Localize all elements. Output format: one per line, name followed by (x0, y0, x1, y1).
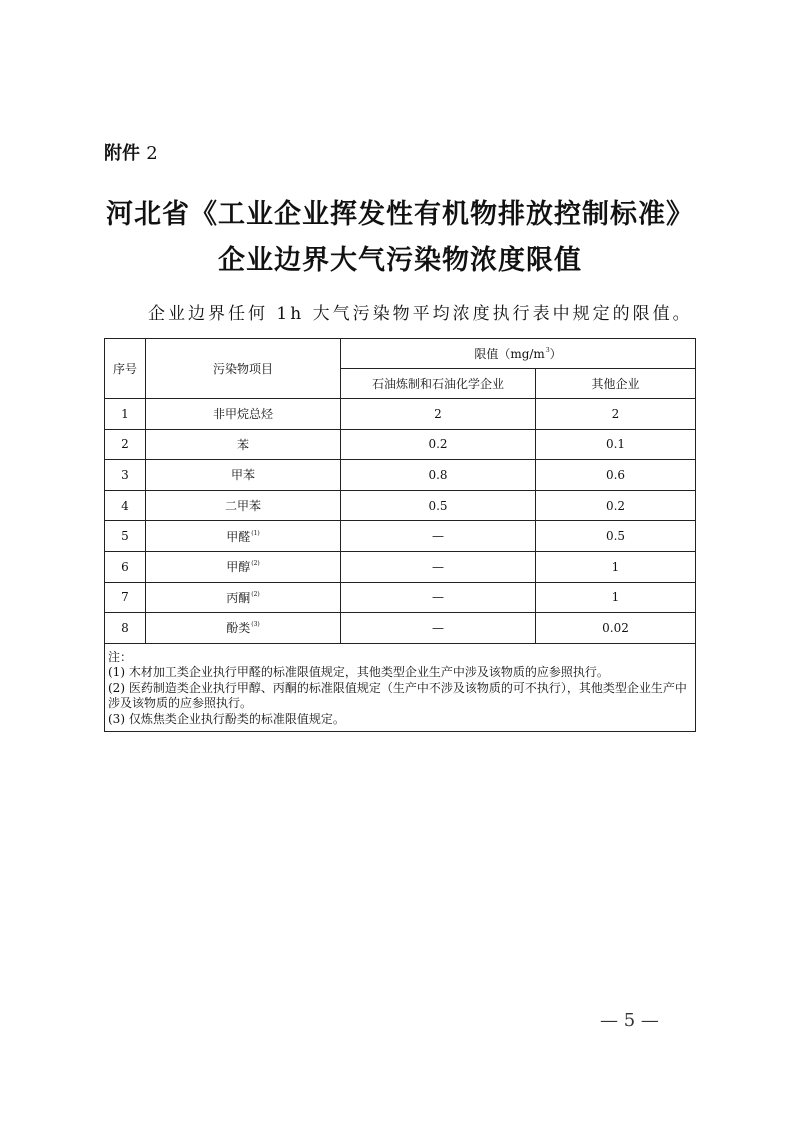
row-other-limit: 0.5 (536, 521, 696, 552)
row-no: 5 (105, 521, 146, 552)
row-pollutant (146, 399, 341, 430)
row-other-limit: 0.6 (536, 460, 696, 491)
header-no: 序号 (105, 339, 146, 399)
header-limit-prefix: 限值（mg/m (474, 347, 545, 361)
table-row (105, 490, 696, 521)
table-row (105, 460, 696, 491)
row-pollutant (146, 521, 341, 552)
table-row (105, 582, 696, 613)
row-petro-limit: 2 (341, 399, 536, 430)
note-item: (2) 医药制造类企业执行甲醇、丙酮的标准限值规定（生产中不涉及该物质的可不执行），其他类型企业生产中涉及该物质的应参照执行。 (108, 680, 687, 711)
pollutant-name: 非甲烷总烃 (212, 407, 273, 422)
row-no: 7 (105, 582, 146, 613)
document-title-line-1: 河北省《工业企业挥发性有机物排放控制标准》 (106, 199, 694, 230)
pollutant-name: 丙酮 (226, 590, 251, 605)
header-pollutant: 污染物项目 (146, 339, 341, 399)
row-petro-limit: — (341, 551, 536, 582)
footnote-marker: (2) (251, 590, 260, 598)
row-other-limit: 0.2 (536, 490, 696, 521)
row-other-limit: 0.1 (536, 429, 696, 460)
pollutant-name: 苯 (236, 437, 249, 452)
page-number: — 5 — (600, 1010, 659, 1031)
document-title-line-2: 企业边界大气污染物浓度限值 (218, 245, 582, 276)
table-row (105, 399, 696, 430)
row-petro-limit: — (341, 613, 536, 644)
row-pollutant (146, 490, 341, 521)
pollutant-name: 酚类 (226, 621, 251, 636)
row-petro-limit: — (341, 521, 536, 552)
header-limit (341, 339, 696, 369)
row-petro-limit: — (341, 582, 536, 613)
pollutant-name: 二甲苯 (224, 499, 261, 514)
header-limit-sup: 3 (545, 347, 550, 354)
row-pollutant (146, 613, 341, 644)
header-limit-suffix: ） (549, 347, 562, 361)
row-no: 6 (105, 551, 146, 582)
pollutant-name: 甲醛 (226, 529, 251, 544)
table-row (105, 521, 696, 552)
row-no: 1 (105, 399, 146, 430)
row-no: 4 (105, 490, 146, 521)
table-row (105, 551, 696, 582)
row-no: 2 (105, 429, 146, 460)
row-petro-limit: 0.5 (341, 490, 536, 521)
row-pollutant (146, 582, 341, 613)
row-no: 3 (105, 460, 146, 491)
pollutant-name: 甲醇 (226, 560, 251, 575)
attachment-label (104, 139, 158, 165)
footnote-marker: (2) (251, 560, 260, 568)
row-pollutant (146, 460, 341, 491)
pollutant-name: 甲苯 (230, 468, 255, 483)
row-petro-limit: 0.8 (341, 460, 536, 491)
header-other: 其他企业 (536, 369, 696, 399)
row-other-limit: 1 (536, 551, 696, 582)
notes-heading: 注： (108, 649, 133, 664)
row-other-limit: 0.02 (536, 613, 696, 644)
row-other-limit: 1 (536, 582, 696, 613)
intro-paragraph: 企业边界任何 1h 大气污染物平均浓度执行表中规定的限值。 (148, 304, 693, 324)
header-petro: 石油炼制和石油化学企业 (341, 369, 536, 399)
notes-row (105, 643, 696, 732)
row-no: 8 (105, 613, 146, 644)
footnote-marker: (3) (251, 621, 260, 629)
limits-table (104, 338, 696, 732)
note-item: (1) 木材加工类企业执行甲醛的标准限值规定，其他类型企业生产中涉及该物质的应参照执行。 (108, 665, 609, 680)
attachment-number: 2 (146, 143, 158, 164)
table-notes (105, 643, 696, 732)
table-row (105, 613, 696, 644)
row-petro-limit: 0.2 (341, 429, 536, 460)
table-row (105, 429, 696, 460)
row-other-limit: 2 (536, 399, 696, 430)
attachment-label-text: 附件 (104, 143, 140, 164)
row-pollutant (146, 551, 341, 582)
footnote-marker: (1) (251, 529, 260, 537)
note-item: (3) 仅炼焦类企业执行酚类的标准限值规定。 (108, 711, 345, 726)
row-pollutant (146, 429, 341, 460)
